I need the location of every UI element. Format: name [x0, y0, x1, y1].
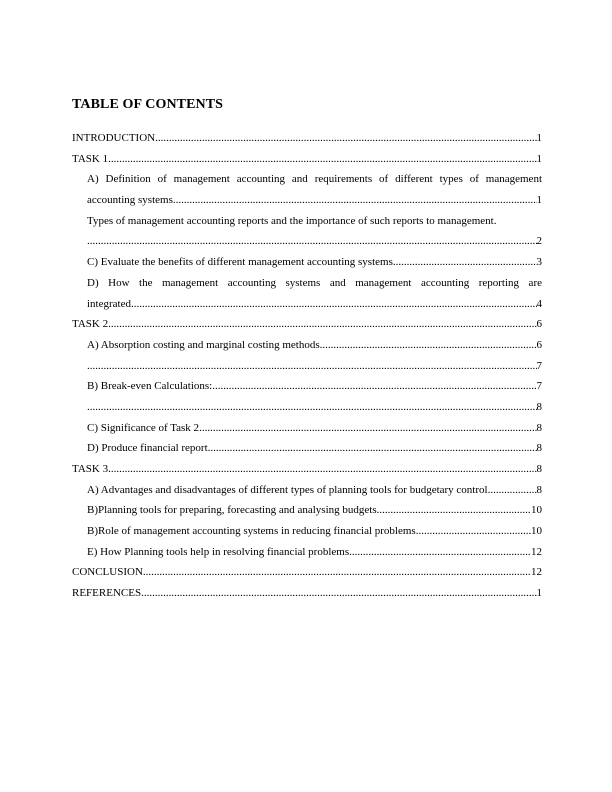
- toc-entry-t2a[interactable]: [72, 335, 542, 356]
- toc-entry-page: 1: [536, 587, 542, 600]
- toc-entry-page: 6: [536, 338, 542, 351]
- toc-entry-t1d-line2[interactable]: [72, 294, 542, 315]
- toc-entry-t1d-line1[interactable]: [72, 273, 542, 294]
- toc-entry-t1b-line2[interactable]: [72, 231, 542, 252]
- toc-entry-t3e[interactable]: [72, 542, 542, 563]
- toc-entry-label: REFERENCES: [72, 587, 142, 600]
- toc-entry-references[interactable]: [72, 583, 542, 604]
- toc-entry-page: 4: [536, 297, 542, 310]
- toc-entry-page: 12: [531, 566, 542, 579]
- toc-entry-page: 1: [536, 132, 542, 144]
- toc-entry-label: INTRODUCTION: [72, 132, 156, 144]
- toc-entry-conclusion[interactable]: [72, 562, 542, 583]
- toc-entry-label: A) Advantages and disadvantages of different types of planning tools for budgetary control: [87, 483, 488, 496]
- toc-entry-t2d[interactable]: [72, 438, 542, 459]
- toc-entry-t2a-cont[interactable]: [72, 356, 542, 377]
- toc-entry-label: TASK 2: [72, 318, 109, 331]
- toc-entry-t3b[interactable]: [72, 500, 542, 521]
- toc-entry-page: 1: [536, 152, 542, 165]
- toc-entry-label: E) How Planning tools help in resolving financial problems: [87, 545, 350, 558]
- toc-entry-label: A) Absorption costing and marginal costing methods.: [87, 338, 323, 351]
- toc-entry-t2b-cont[interactable]: [72, 397, 542, 418]
- toc-entry-page: 10: [531, 525, 542, 538]
- toc-entry-label: C) Significance of Task 2: [87, 421, 200, 434]
- toc-entry-page: 6: [536, 318, 542, 331]
- toc-entry-label: integrated: [87, 297, 131, 310]
- toc-entry-label: D) Produce financial report: [87, 442, 208, 455]
- toc-entry-page: 12: [531, 545, 542, 558]
- toc-entry-task1[interactable]: [72, 149, 542, 170]
- toc-entry-label: TASK 3: [72, 463, 109, 475]
- toc-entry-page: 8: [536, 463, 542, 475]
- toc-entry-label: B)Role of management accounting systems in reducing financial problems.: [87, 525, 419, 538]
- toc-entry-label: B)Planning tools for preparing, forecasting and analysing budgets.: [87, 504, 380, 517]
- toc-entry-t3a[interactable]: [72, 480, 542, 501]
- toc-entry-page: 8: [536, 421, 542, 434]
- toc-entry-page: 1: [536, 194, 542, 207]
- toc-entry-t1b-line1[interactable]: [72, 211, 542, 232]
- toc-entry-label: C) Evaluate the benefits of different management accounting systems: [87, 256, 393, 269]
- toc-entry-page: 7: [536, 380, 542, 393]
- toc-entry-t3c[interactable]: [72, 521, 542, 542]
- toc-entry-introduction[interactable]: [72, 128, 542, 149]
- toc-entry-task3[interactable]: [72, 459, 542, 480]
- toc-entry-task2[interactable]: [72, 314, 542, 335]
- toc-entry-page: 10: [531, 504, 542, 517]
- toc-entry-page: 3: [536, 256, 542, 269]
- toc-entry-page: 8: [536, 442, 542, 455]
- toc-entry-page: 8: [536, 400, 542, 413]
- toc-entry-label: B) Break-even Calculations:: [87, 380, 213, 393]
- toc-entry-t1c[interactable]: [72, 252, 542, 273]
- toc-entry-label: Types of management accounting reports and the importance of such reports to management.: [87, 214, 497, 227]
- toc-entry-page: 8: [536, 483, 542, 496]
- toc-entry-label: accounting systems: [87, 194, 173, 207]
- toc-entry-label: CONCLUSION: [72, 566, 143, 579]
- toc-entry-label: A) Definition of management accounting and requirements of different types of management: [87, 173, 542, 186]
- toc-entry-label: TASK 1: [72, 152, 109, 165]
- table-of-contents: [72, 128, 542, 604]
- toc-entry-t1a-line2[interactable]: [72, 190, 542, 211]
- toc-entry-page: 7: [536, 359, 542, 372]
- toc-heading: TABLE OF CONTENTS: [72, 97, 224, 112]
- toc-entry-t2c[interactable]: [72, 418, 542, 439]
- toc-entry-page: 2: [536, 235, 542, 248]
- toc-entry-t2b[interactable]: [72, 376, 542, 397]
- toc-entry-t1a-line1[interactable]: [72, 169, 542, 190]
- toc-entry-label: D) How the management accounting systems and management accounting reporting are: [87, 276, 542, 289]
